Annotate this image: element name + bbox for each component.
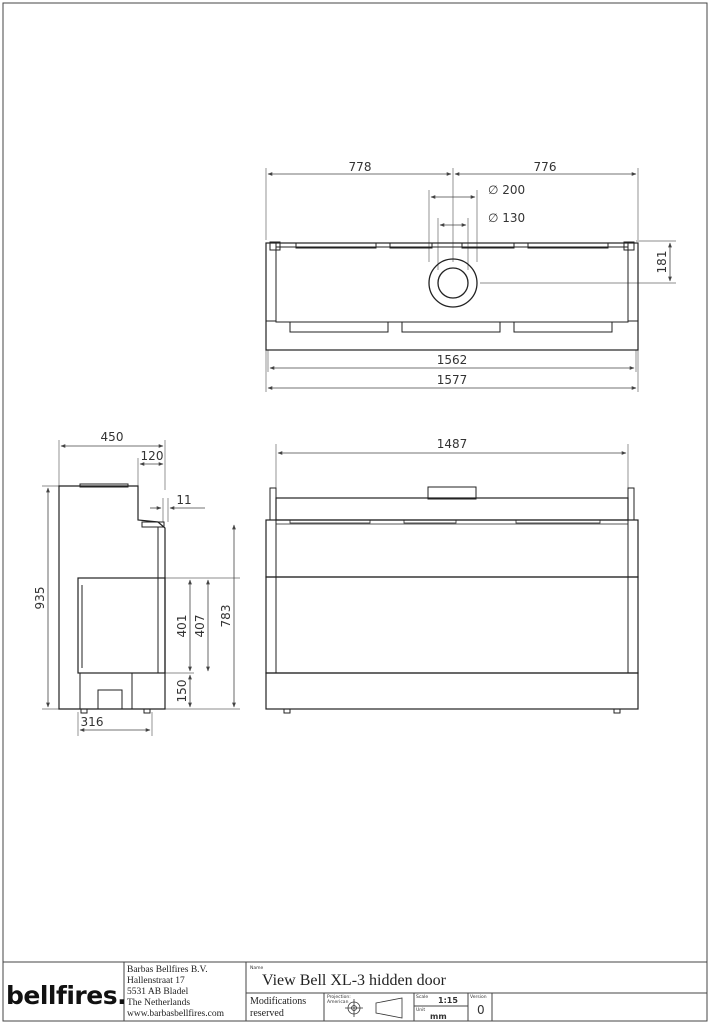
dim-flue-outer: ∅ 200 [488, 183, 526, 197]
company-street: Hallenstraat 17 [127, 976, 185, 986]
dim-total-height: 935 [33, 586, 47, 610]
dim-right-width: 776 [533, 160, 557, 174]
side-view [42, 440, 240, 736]
flue-outer-circle [429, 259, 477, 307]
dim-top-step: 120 [140, 449, 164, 463]
title-block [3, 962, 707, 1021]
modifications-line1: Modifications [250, 996, 307, 1007]
sheet-border [3, 3, 707, 1021]
dim-flue-inner: ∅ 130 [488, 211, 526, 225]
dim-opening: 401 [175, 614, 189, 638]
dim-inner-width: 1562 [436, 353, 468, 367]
projection-symbol-icon [345, 998, 402, 1018]
company-name: Barbas Bellfires B.V. [127, 965, 208, 975]
version-value: 0 [477, 1003, 485, 1017]
dim-front-width: 1487 [436, 437, 468, 451]
flue-inner-circle [438, 268, 468, 298]
company-country: The Netherlands [127, 998, 191, 1008]
unit-caption: Unit [416, 1008, 426, 1013]
drawing-title: View Bell XL-3 hidden door [262, 972, 446, 989]
dim-outer-width: 1577 [436, 373, 468, 387]
dim-left-width: 778 [348, 160, 372, 174]
modifications-line2: reserved [250, 1008, 284, 1019]
dim-side-depth: 450 [100, 430, 124, 444]
dim-depth: 181 [655, 250, 669, 274]
front-view [266, 444, 638, 713]
projection-value: American [327, 1000, 349, 1005]
projection-caption: Projection: [327, 995, 351, 1000]
scale-value: 1:15 [438, 996, 458, 1005]
name-caption: Name [250, 966, 264, 971]
dim-base-width: 316 [80, 715, 104, 729]
top-view [266, 168, 676, 392]
dim-glass: 407 [193, 614, 207, 638]
dim-base: 150 [175, 679, 189, 703]
company-website: www.barbasbellfires.com [127, 1009, 224, 1019]
version-caption: Version [470, 995, 487, 1000]
dim-lip: 11 [176, 493, 192, 507]
dim-top-height: 783 [219, 604, 233, 628]
company-postcode: 5531 AB Bladel [127, 987, 189, 997]
unit-value: mm [430, 1012, 447, 1021]
scale-caption: Scale [416, 995, 429, 1000]
company-logo: bellfires. [6, 981, 127, 1010]
